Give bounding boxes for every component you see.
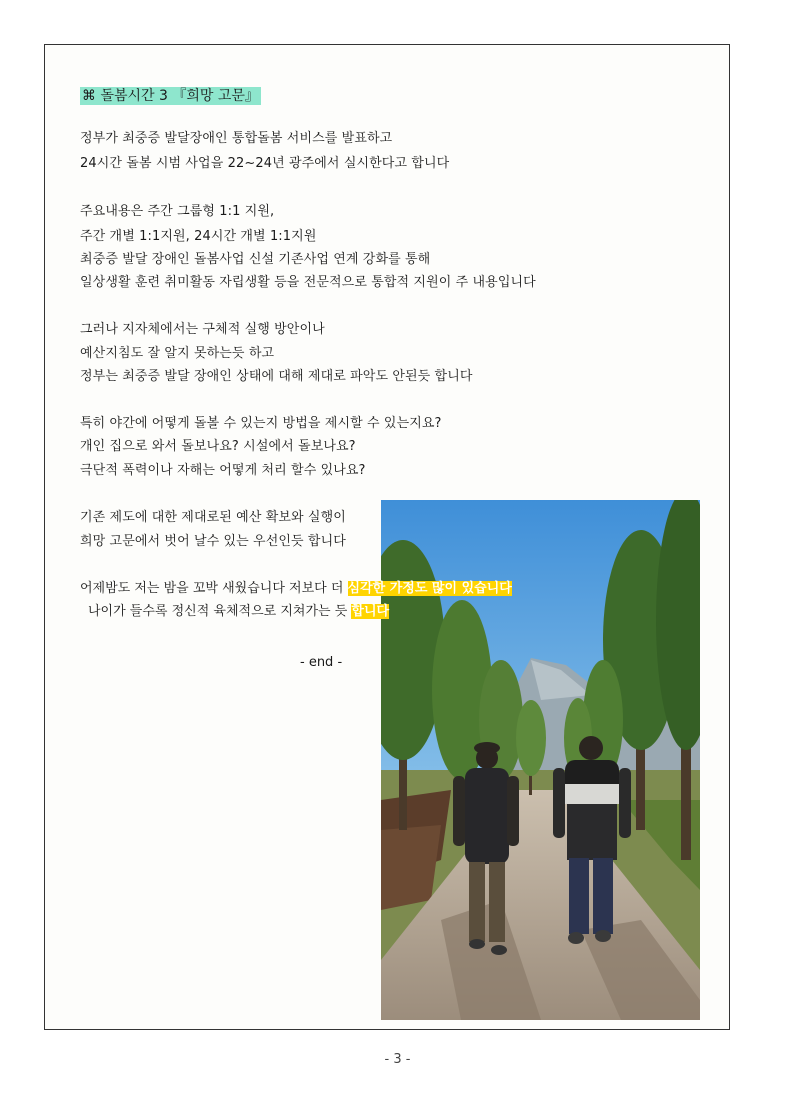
body-line: 특히 야간에 어떻게 돌볼 수 있는지 방법을 제시할 수 있는지요? (80, 416, 442, 431)
body-line: 개인 집으로 와서 돌보나요? 시설에서 돌보나요? (80, 439, 356, 454)
end-mark: - end - (300, 655, 343, 670)
command-symbol-icon: ⌘ (82, 88, 96, 104)
closing-line-1-text: 어제밤도 저는 밤을 꼬박 새웠습니다 저보다 더 (80, 581, 348, 596)
body-line: 그러나 지자체에서는 구체적 실행 방안이나 (80, 322, 325, 337)
body-line: 예산지침도 잘 알지 못하는듯 하고 (80, 346, 275, 361)
body-line: 일상생활 훈련 취미활동 자립생활 등을 전문적으로 통합적 지원이 주 내용입니다 (80, 275, 536, 290)
heading-highlight (80, 87, 261, 105)
body-line: 주요내용은 주간 그룹형 1:1 지원, (80, 204, 275, 219)
photo-two-men-walking (381, 500, 700, 1020)
closing-line-2 (88, 603, 389, 621)
page-number: - 3 - (384, 1052, 411, 1067)
closing-line-1-highlight: 심각한 가정도 많이 있습니다 (347, 581, 512, 596)
heading-title: 돌봄시간 3 『희망 고문』 (100, 88, 259, 104)
closing-line-2-text: 나이가 들수록 정신적 육체적으로 지쳐가는 듯 (88, 604, 352, 619)
body-line: 주간 개별 1:1지원, 24시간 개별 1:1지원 (80, 229, 317, 244)
closing-line-1 (80, 580, 512, 598)
body-line: 최중증 발달 장애인 돌봄사업 신설 기존사업 연계 강화를 통해 (80, 252, 431, 267)
body-line: 24시간 돌봄 시범 사업을 22~24년 광주에서 실시한다고 합니다 (80, 156, 450, 171)
body-line: 정부가 최중증 발달장애인 통합돌봄 서비스를 발표하고 (80, 131, 393, 146)
body-line: 정부는 최중증 발달 장애인 상태에 대해 제대로 파악도 안된듯 합니다 (80, 369, 473, 384)
section-heading (78, 86, 263, 106)
body-line: 희망 고문에서 벗어 날수 있는 우선인듯 합니다 (80, 534, 346, 549)
closing-line-2-highlight: 합니다 (351, 604, 390, 619)
body-line: 극단적 폭력이나 자해는 어떻게 처리 할수 있나요? (80, 463, 366, 478)
body-line: 기존 제도에 대한 제대로된 예산 확보와 실행이 (80, 510, 346, 525)
